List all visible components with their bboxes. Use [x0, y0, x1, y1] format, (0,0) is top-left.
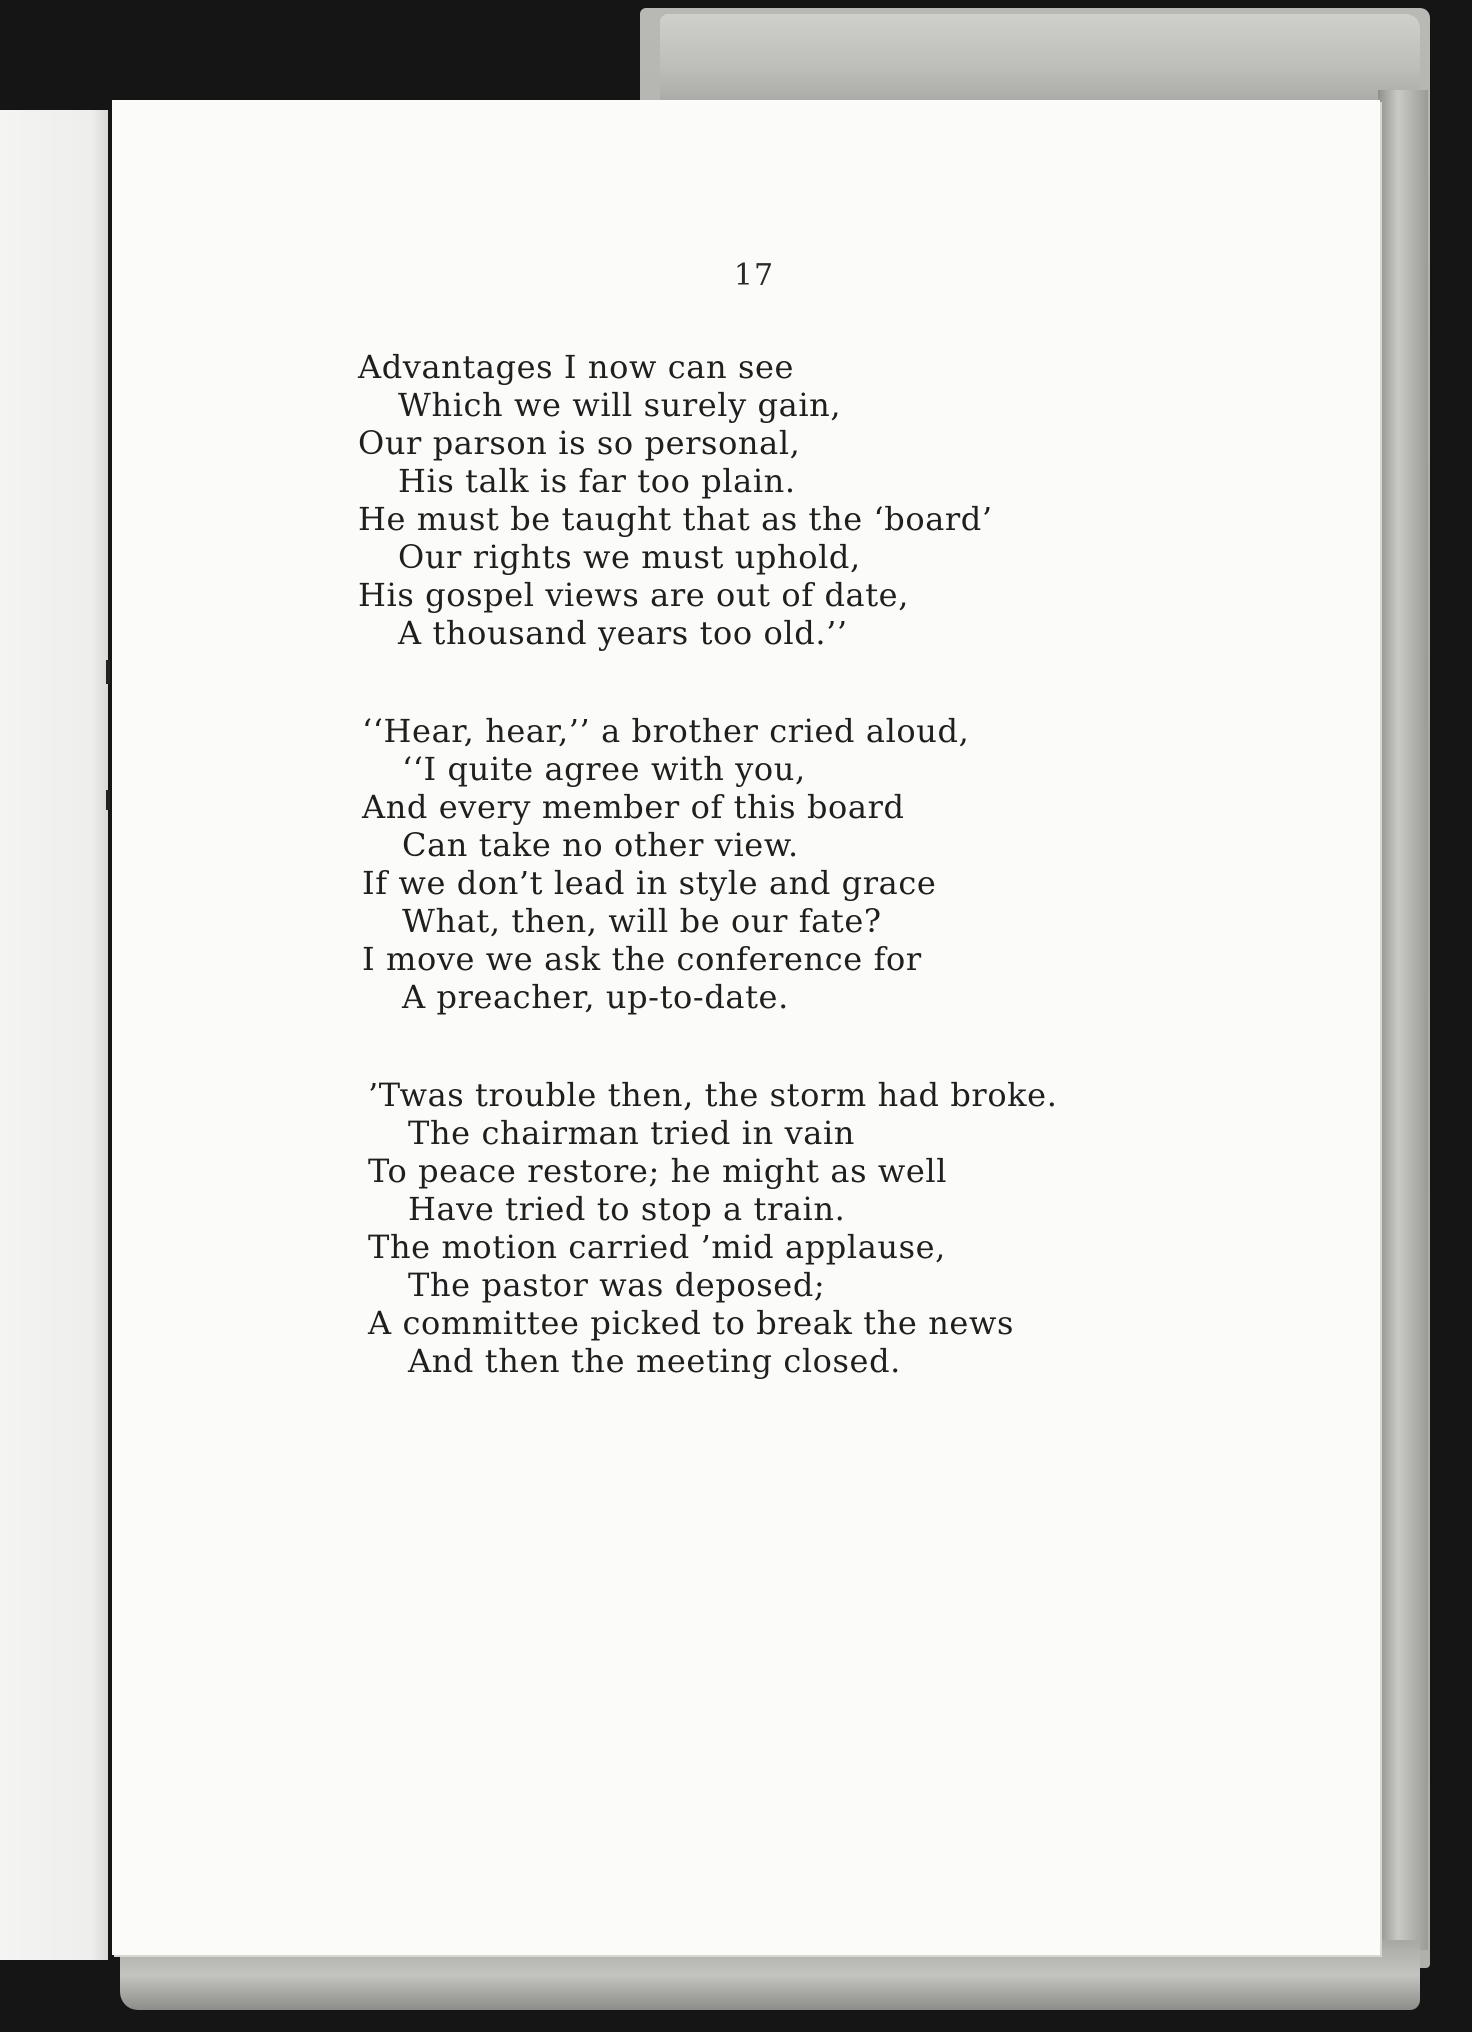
stanza — [362, 712, 1338, 1016]
poem-line: A preacher, up-to-date. — [402, 978, 789, 1016]
poem-line: What, then, will be our fate? — [402, 902, 882, 940]
stanza — [358, 348, 1338, 652]
poem-line: To peace restore; he might as well — [368, 1152, 948, 1190]
page-number — [112, 258, 1380, 293]
poem-line: The motion carried ’mid applause, — [368, 1228, 946, 1266]
poem — [358, 348, 1338, 1440]
poem-line: A committee picked to break the news — [368, 1304, 1014, 1342]
poem-line: And every member of this board — [362, 788, 905, 826]
poem-line: He must be taught that as the ‘board’ — [358, 500, 993, 538]
stanza — [368, 1076, 1338, 1380]
poem-line: The pastor was deposed; — [408, 1266, 826, 1304]
poem-line: Our rights we must uphold, — [398, 538, 861, 576]
poem-line: ’Twas trouble then, the storm had broke. — [368, 1076, 1058, 1114]
poem-line: Which we will surely gain, — [398, 386, 842, 424]
poem-line: And then the meeting closed. — [408, 1342, 901, 1380]
printed-page — [112, 100, 1380, 1955]
gutter-mark — [106, 660, 110, 684]
book-cover-right-edge — [1378, 90, 1428, 1950]
poem-line: Have tried to stop a train. — [408, 1190, 846, 1228]
page-number-text: 17 — [733, 258, 775, 293]
poem-line: Our parson is so personal, — [358, 424, 801, 462]
poem-line: Can take no other view. — [402, 826, 799, 864]
poem-line: ‘‘Hear, hear,’’ a brother cried aloud, — [362, 712, 970, 750]
poem-line: I move we ask the conference for — [362, 940, 922, 978]
poem-line: The chairman tried in vain — [408, 1114, 856, 1152]
poem-line: Advantages I now can see — [358, 348, 795, 386]
poem-line: His talk is far too plain. — [398, 462, 796, 500]
poem-line: If we don’t lead in style and grace — [362, 864, 937, 902]
gutter-mark — [106, 790, 110, 810]
book-cover-top-edge — [660, 14, 1420, 104]
poem-line: ‘‘I quite agree with you, — [402, 750, 806, 788]
poem-line: His gospel views are out of date, — [358, 576, 909, 614]
poem-line: A thousand years too old.’’ — [398, 614, 848, 652]
facing-page-edge — [0, 110, 108, 1960]
